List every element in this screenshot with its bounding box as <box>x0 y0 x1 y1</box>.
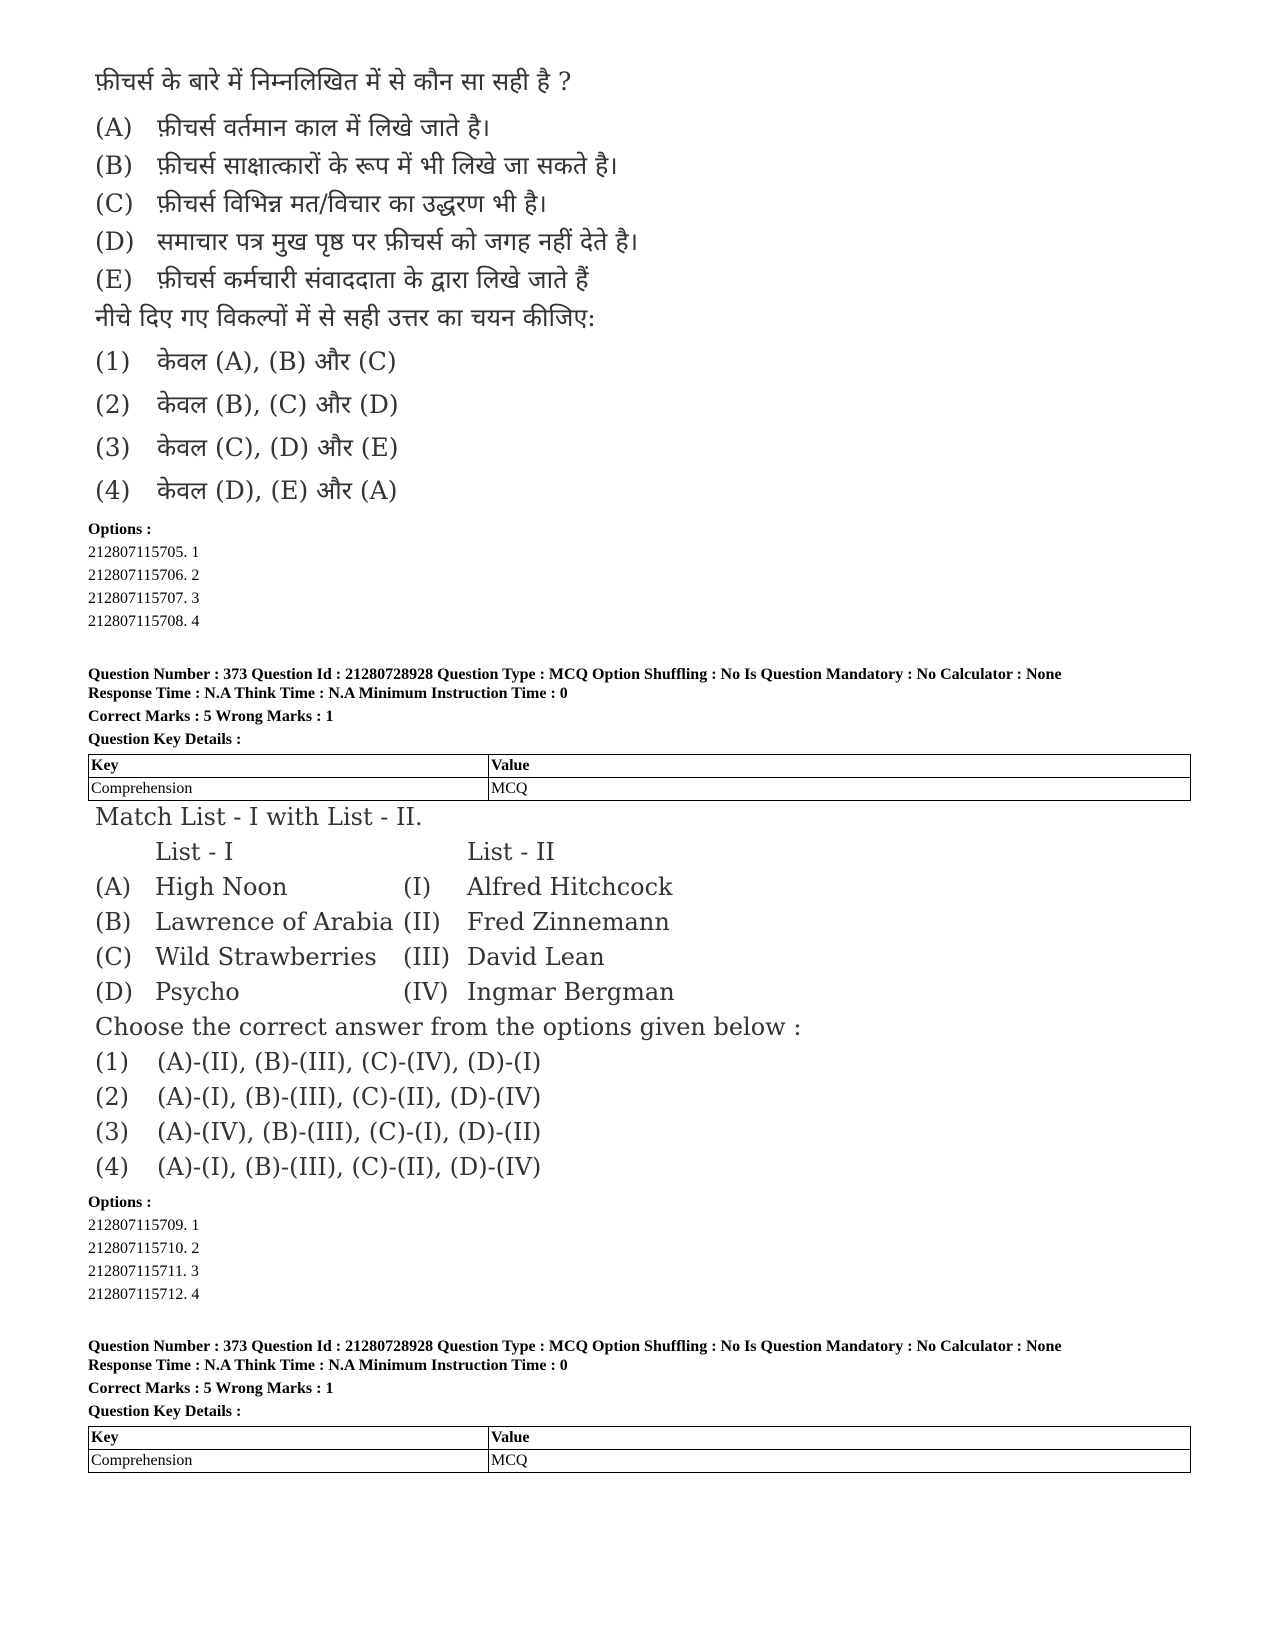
row-item-2: David Lean <box>467 943 605 971</box>
statement-label: (B) <box>95 151 133 180</box>
choice-text: केवल (A), (B) और (C) <box>157 347 397 376</box>
q2-choice-1 <box>95 1048 541 1076</box>
q1-option-3: 212807115707. 3 <box>88 590 200 607</box>
q2-list2-head: List - II <box>467 838 555 866</box>
q1-statement-e <box>95 262 589 296</box>
row-label-2: (IV) <box>403 978 449 1006</box>
row-label-2: (III) <box>403 943 451 971</box>
q3-meta-line2: Response Time : N.A Think Time : N.A Minimum Instruction Time : 0 <box>88 1357 568 1374</box>
choice-label: (1) <box>95 347 131 376</box>
table-head-key: Key <box>89 755 489 778</box>
statement-label: (E) <box>95 265 133 294</box>
table-cell-key: Comprehension <box>89 778 489 801</box>
statement-text: फ़ीचर्स वर्तमान काल में लिखे जाते है। <box>157 113 491 142</box>
q2-choice-3 <box>95 1118 541 1146</box>
choice-text: (A)-(I), (B)-(III), (C)-(II), (D)-(IV) <box>157 1083 542 1111</box>
choice-label: (3) <box>95 433 131 462</box>
row-item-1: Lawrence of Arabia <box>155 908 394 936</box>
table-row <box>89 1450 1191 1473</box>
q1-statement-c <box>95 186 547 220</box>
q1-option-4: 212807115708. 4 <box>88 613 200 630</box>
q1-question: फ़ीचर्स के बारे में निम्नलिखित में से कौन सा सही है ? <box>95 67 572 96</box>
q2-option-3: 212807115711. 3 <box>88 1263 199 1280</box>
q1-choice-2 <box>95 387 399 421</box>
q2-option-1: 212807115709. 1 <box>88 1217 200 1234</box>
q1-instruction: नीचे दिए गए विकल्पों में से सही उत्तर का चयन कीजिए: <box>95 303 596 332</box>
q1-option-2: 212807115706. 2 <box>88 567 200 584</box>
statement-text: समाचार पत्र मुख पृष्ठ पर फ़ीचर्स को जगह नहीं देते है। <box>157 227 639 256</box>
q2-option-4: 212807115712. 4 <box>88 1286 200 1303</box>
statement-text: फ़ीचर्स विभिन्न मत/विचार का उद्धरण भी है। <box>157 189 547 218</box>
q2-meta-line1: Question Number : 373 Question Id : 21280728928 Question Type : MCQ Option Shuffling : No Is Question Mandatory : No Calculator : None <box>88 666 1062 683</box>
choice-label: (1) <box>95 1048 129 1076</box>
q1-choice-4 <box>95 473 397 507</box>
q2-row-d <box>95 978 695 1010</box>
table-cell-value: MCQ <box>489 778 1191 801</box>
q2-row-b <box>95 908 695 940</box>
q1-statement-a <box>95 110 490 144</box>
q1-choice-3 <box>95 430 399 464</box>
choice-label: (4) <box>95 476 131 505</box>
choice-text: (A)-(I), (B)-(III), (C)-(II), (D)-(IV) <box>157 1153 542 1181</box>
choice-label: (2) <box>95 1083 129 1111</box>
row-item-2: Alfred Hitchcock <box>467 873 673 901</box>
choice-label: (3) <box>95 1118 129 1146</box>
choice-text: केवल (D), (E) और (A) <box>157 476 398 505</box>
choice-text: (A)-(IV), (B)-(III), (C)-(I), (D)-(II) <box>157 1118 542 1146</box>
table-row <box>89 778 1191 801</box>
statement-text: फ़ीचर्स साक्षात्कारों के रूप में भी लिखे जा सकते है। <box>157 151 618 180</box>
row-label-2: (I) <box>403 873 432 901</box>
statement-label: (A) <box>95 113 133 142</box>
table-header-row <box>89 755 1191 778</box>
choice-text: (A)-(II), (B)-(III), (C)-(IV), (D)-(I) <box>157 1048 542 1076</box>
table-head-key: Key <box>89 1427 489 1450</box>
q2-key-details: Question Key Details : <box>88 731 242 748</box>
statement-text: फ़ीचर्स कर्मचारी संवाददाता के द्वारा लिखे जाते हैं <box>157 265 589 294</box>
q1-statement-d <box>95 224 638 258</box>
row-item-1: High Noon <box>155 873 288 901</box>
row-item-1: Psycho <box>155 978 240 1006</box>
table-cell-key: Comprehension <box>89 1450 489 1473</box>
row-label-1: (C) <box>95 943 133 971</box>
q2-title: Match List - I with List - II. <box>95 803 423 831</box>
statement-label: (C) <box>95 189 134 218</box>
q1-option-1: 212807115705. 1 <box>88 544 200 561</box>
q2-choice-2 <box>95 1083 541 1111</box>
table-cell-value: MCQ <box>489 1450 1191 1473</box>
q1-choice-1 <box>95 344 397 378</box>
q2-marks: Correct Marks : 5 Wrong Marks : 1 <box>88 708 334 725</box>
q2-row-a <box>95 873 695 905</box>
row-item-2: Ingmar Bergman <box>467 978 675 1006</box>
choice-text: केवल (C), (D) और (E) <box>157 433 399 462</box>
q2-options-heading: Options : <box>88 1194 152 1211</box>
row-label-1: (D) <box>95 978 133 1006</box>
choice-label: (4) <box>95 1153 129 1181</box>
q2-row-c <box>95 943 695 975</box>
q1-statement-b <box>95 148 618 182</box>
statement-label: (D) <box>95 227 135 256</box>
choice-label: (2) <box>95 390 131 419</box>
q3-key-table <box>88 1426 1191 1473</box>
row-item-2: Fred Zinnemann <box>467 908 670 936</box>
q3-meta-line1: Question Number : 373 Question Id : 21280728928 Question Type : MCQ Option Shuffling : No Is Question Mandatory : No Calculator : None <box>88 1338 1062 1355</box>
choice-text: केवल (B), (C) और (D) <box>157 390 399 419</box>
q1-options-heading: Options : <box>88 521 152 538</box>
q2-option-2: 212807115710. 2 <box>88 1240 200 1257</box>
row-label-1: (B) <box>95 908 132 936</box>
table-header-row <box>89 1427 1191 1450</box>
q2-key-table <box>88 754 1191 801</box>
q3-key-details: Question Key Details : <box>88 1403 242 1420</box>
q2-choice-4 <box>95 1153 541 1181</box>
table-head-value: Value <box>489 755 1191 778</box>
row-item-1: Wild Strawberries <box>155 943 377 971</box>
table-head-value: Value <box>489 1427 1191 1450</box>
q3-marks: Correct Marks : 5 Wrong Marks : 1 <box>88 1380 334 1397</box>
q2-instruction: Choose the correct answer from the options given below : <box>95 1013 802 1041</box>
q2-meta-line2: Response Time : N.A Think Time : N.A Minimum Instruction Time : 0 <box>88 685 568 702</box>
row-label-2: (II) <box>403 908 441 936</box>
row-label-1: (A) <box>95 873 132 901</box>
q2-list1-head: List - I <box>155 838 234 866</box>
